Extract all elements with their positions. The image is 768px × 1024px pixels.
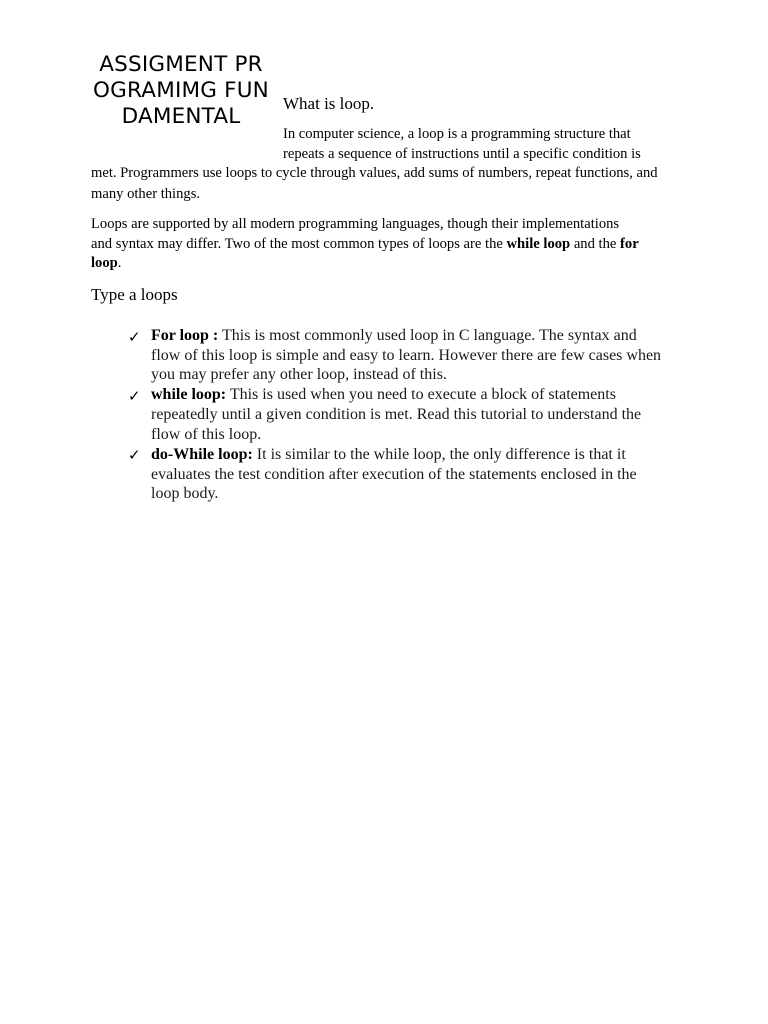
list-item-line: evaluates the test condition after execution of the statements enclosed in the [151,466,637,483]
assignment-title: ASSIGMENT PROGRAMIMG FUNDAMENTAL [93,52,269,129]
bold-term-while-loop: while loop [506,236,571,252]
list-item-line [151,446,626,464]
list-item-line: flow of this loop is simple and easy to learn. However there are few cases when [151,347,662,364]
text-span: This is used when you need to execute a block of statements [226,386,616,403]
paragraph-line: repeats a sequence of instructions until a specific condition is [283,146,641,162]
list-item-term: For loop : [151,327,219,344]
list-item-line: repeatedly until a given condition is met. Read this tutorial to understand the [151,406,642,423]
section-heading-types: Type a loops [91,285,178,304]
paragraph-line: met. Programmers use loops to cycle through values, add sums of numbers, repeat functions, and [91,165,658,181]
list-item-term: while loop: [151,386,227,403]
section-heading-what-is-loop: What is loop. [283,94,375,113]
checkmark-icon: ✓ [128,446,141,464]
checkmark-icon: ✓ [128,328,141,346]
list-item-line [151,386,616,404]
paragraph-line [91,236,639,253]
paragraph-line: Loops are supported by all modern programming languages, though their implementations [91,216,620,232]
text-span: . [117,255,122,271]
paragraph-line: In computer science, a loop is a programming structure that [283,126,631,142]
paragraph-line: many other things. [91,186,201,202]
list-item-line: loop body. [151,485,219,502]
list-item-line: you may prefer any other loop, instead of this. [151,366,447,383]
text-span: and syntax may differ. Two of the most common types of loops are the [91,236,507,252]
text-span: and the [570,236,621,252]
checkmark-icon: ✓ [128,387,141,405]
text-span: This is most commonly used loop in C language. The syntax and [218,327,637,344]
list-item-line: flow of this loop. [151,426,262,443]
bold-term-for: for [620,236,639,252]
list-item-line [151,327,637,345]
bold-term-loop: loop [91,255,118,271]
list-item-term: do-While loop: [151,446,253,463]
paragraph-line [91,255,121,272]
text-span: It is similar to the while loop, the only difference is that it [252,446,626,463]
